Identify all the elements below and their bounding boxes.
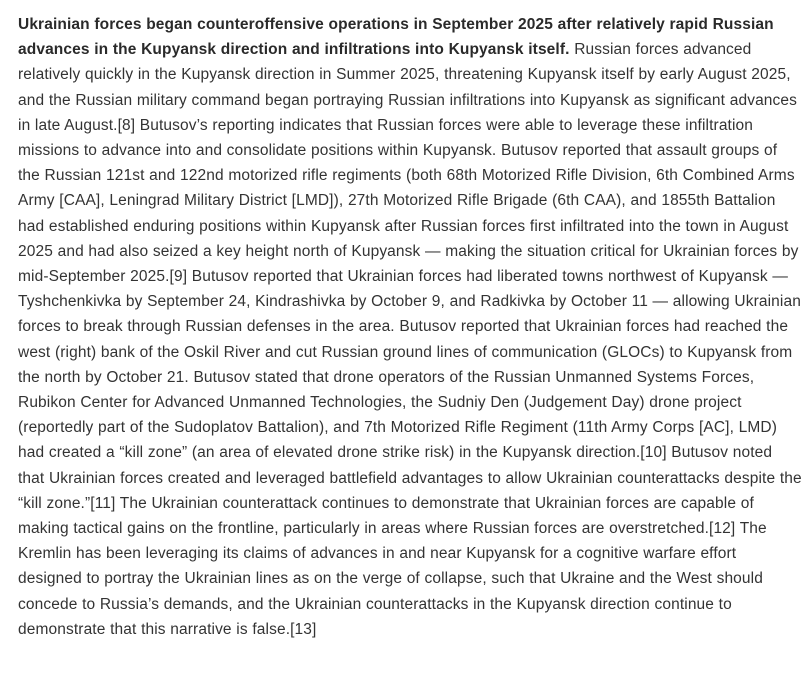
article-body bbox=[18, 12, 802, 642]
paragraph-text: Russian forces advanced relatively quickly in the Kupyansk direction in Summer 2025, threatening Kupyansk itself by early August 2025, and the Russian military command began portraying Russian infiltrations into Kupyansk as significant advances in late August.[8] Butusov’s reporting indicates that Russian forces were able to leverage these infiltration missions to advance into and consolidate positions within Kupyansk. Butusov reported that assault groups of the Russian 121st and 122nd motorized rifle regiments (both 68th Motorized Rifle Division, 6th Combined Arms Army [CAA], Leningrad Military District [LMD]), 27th Motorized Rifle Brigade (6th CAA), and 1855th Battalion had established enduring positions within Kupyansk after Russian forces first infiltrated into the town in August 2025 and had also seized a key height north of Kupyansk — making the situation critical for Ukrainian forces by mid-September 2025.[9] Butusov reported that Ukrainian forces had liberated towns northwest of Kupyansk — Tyshchenkivka by September 24, Kindrashivka by October 9, and Radkivka by October 11 — allowing Ukrainian forces to break through Russian defenses in the area. Butusov reported that Ukrainian forces had reached the west (right) bank of the Oskil River and cut Russian ground lines of communication (GLOCs) to Kupyansk from the north by October 21. Butusov stated that drone operators of the Russian Unmanned Systems Forces, Rubikon Center for Advanced Unmanned Technologies, the Sudniy Den (Judgement Day) drone project (reportedly part of the Sudoplatov Battalion), and 7th Motorized Rifle Regiment (11th Army Corps [AC], LMD) had created a “kill zone” (an area of elevated drone strike risk) in the Kupyansk direction.[10] Butusov noted that Ukrainian forces created and leveraged battlefield advantages to allow Ukrainian counterattacks despite the “kill zone.”[11] The Ukrainian counterattack continues to demonstrate that Ukrainian forces are capable of making tactical gains on the frontline, particularly in areas where Russian forces are overstretched.[12] The Kremlin has been leveraging its claims of advances in and near Kupyansk for a cognitive warfare effort designed to portray the Ukrainian lines as on the verge of collapse, such that Ukraine and the West should concede to Russia’s demands, and the Ukrainian counterattacks in the Kupyansk direction continue to demonstrate that this narrative is false.[13] bbox=[18, 41, 802, 638]
lead-sentence: Ukrainian forces began counteroffensive operations in September 2025 after relatively rapid Russian advances in the Kupyansk direction and infiltrations into Kupyansk itself. bbox=[18, 16, 774, 59]
article-paragraph bbox=[18, 12, 802, 642]
